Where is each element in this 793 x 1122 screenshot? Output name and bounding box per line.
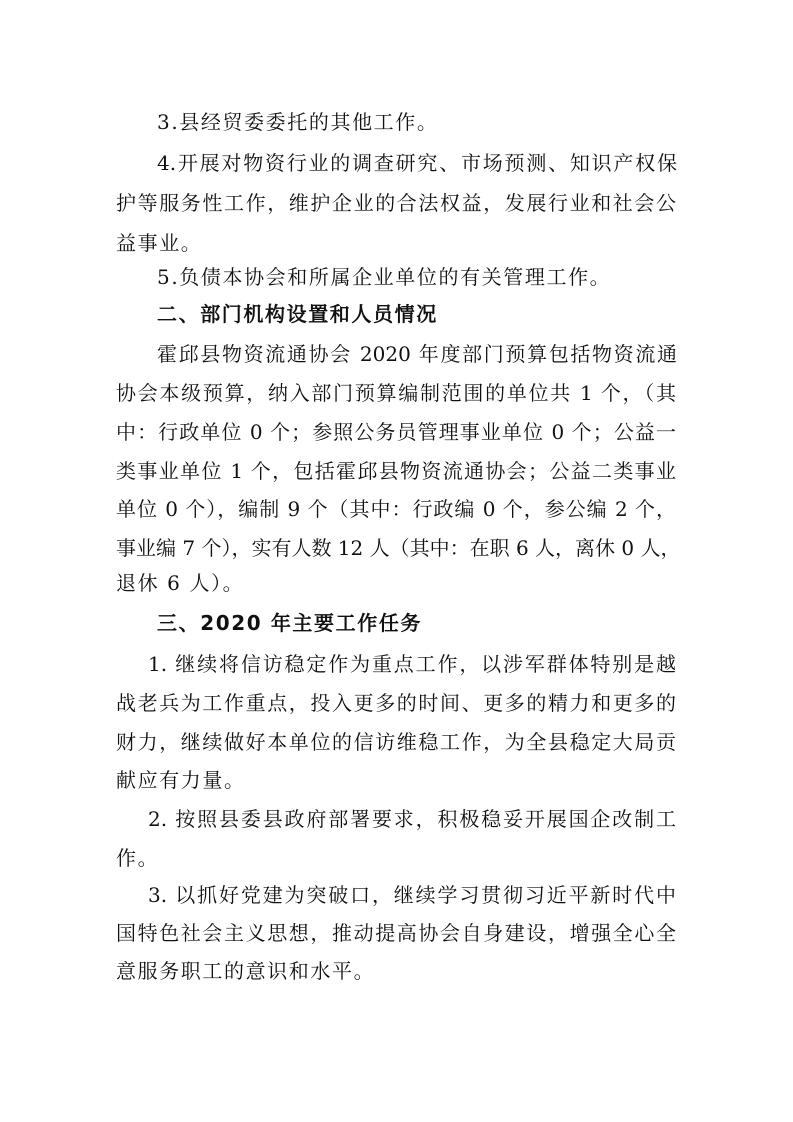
- paragraph-line-21: 意服务职工的意识和水平。: [116, 959, 376, 983]
- section-heading-3: 三、2020 年主要工作任务: [157, 611, 423, 635]
- paragraph-line-15: 财力，继续做好本单位的信访维稳工作，为全县稳定大局贡: [116, 730, 676, 754]
- paragraph-line-6: 霍邱县物资流通协会 2020 年度部门预算包括物资流通: [157, 342, 677, 366]
- paragraph-line-16: 献应有力量。: [116, 768, 246, 792]
- section-heading-2: 二、部门机构设置和人员情况: [157, 302, 438, 326]
- paragraph-line-11: 事业编 7 个），实有人数 12 人（其中：在职 6 人，离休 0 人，: [116, 536, 681, 560]
- paragraph-line-17: 2. 按照县委县政府部署要求，积极稳妥开展国企改制工: [148, 807, 676, 831]
- paragraph-line-3: 护等服务性工作，维护企业的合法权益，发展行业和社会公: [116, 191, 676, 215]
- paragraph-line-13: 1. 继续将信访稳定作为重点工作，以涉军群体特别是越: [148, 652, 676, 676]
- paragraph-line-20: 国特色社会主义思想，推动提高协会自身建设，增强全心全: [116, 921, 676, 945]
- paragraph-line-8: 中：行政单位 0 个；参照公务员管理事业单位 0 个；公益一: [116, 420, 676, 444]
- paragraph-line-14: 战老兵为工作重点，投入更多的时间、更多的精力和更多的: [116, 691, 676, 715]
- paragraph-line-18: 作。: [116, 846, 160, 870]
- paragraph-line-4: 益事业。: [116, 231, 203, 255]
- paragraph-line-2: 4.开展对物资行业的调查研究、市场预测、知识产权保: [157, 151, 677, 175]
- paragraph-line-1: 3.县经贸委委托的其他工作。: [157, 110, 439, 134]
- paragraph-line-10: 单位 0 个），编制 9 个（其中：行政编 0 个，参公编 2 个，: [116, 497, 676, 521]
- paragraph-line-5: 5.负债本协会和所属企业单位的有关管理工作。: [157, 265, 612, 289]
- paragraph-line-9: 类事业单位 1 个，包括霍邱县物资流通协会；公益二类事业: [116, 459, 676, 483]
- paragraph-line-12: 退休 6 人）。: [116, 571, 245, 595]
- paragraph-line-19: 3. 以抓好党建为突破口，继续学习贯彻习近平新时代中: [148, 883, 676, 907]
- paragraph-line-7: 协会本级预算，纳入部门预算编制范围的单位共 1 个，（其: [116, 381, 676, 405]
